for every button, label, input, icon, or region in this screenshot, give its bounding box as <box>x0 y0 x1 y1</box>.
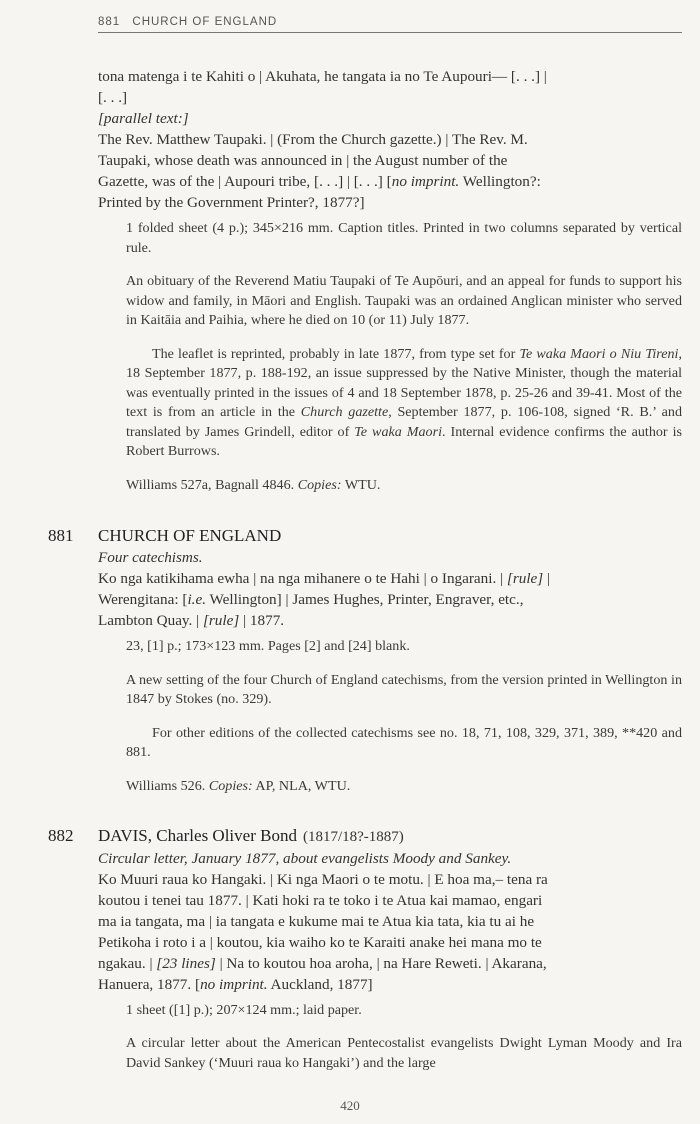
note: A circular letter about the American Pentecostalist evangelists Dwight Lyman Moody and Ira David Sankey (‘Muuri raua ko Hangaki’) and the large <box>126 1035 682 1071</box>
note: A new setting of the four Church of England catechisms, from the version printed in Wellington in 1847 by Stokes (no. 329). <box>126 671 682 708</box>
body-line: ma ia tangata, ma | ia tangata e kukume mai te Atua kia tata, kia tu ai he <box>98 912 535 930</box>
body-line: ngakau. | [23 lines] | Na to koutou hoa aroha, | na Hare Reweti. | Akarana, <box>98 954 547 972</box>
physical-description: 1 folded sheet (4 p.); 345×216 mm. Caption titles. Printed in two columns separated by vertical rule. <box>126 220 682 256</box>
entry-881 <box>48 525 682 796</box>
body-line: Petikoha i roto i a | koutou, kia waiho ko te Karaiti anake hei mana mo te <box>98 933 542 951</box>
physical-description: 23, [1] p.; 173×123 mm. Pages [2] and [24] blank. <box>126 638 410 655</box>
body-line: koutou i tenei tau 1877. | Kati hoki ra te toko i te Atua kai mamao, engari <box>98 891 543 909</box>
parallel-line: Taupaki, whose death was announced in | the August number of the <box>98 152 508 169</box>
body-line: Ko nga katikihama ewha | na nga mihanere o te Hahi | o Ingarani. | [rule] | <box>98 570 551 588</box>
title-line: [. . .] <box>98 89 128 106</box>
note: The leaflet is reprinted, probably in late 1877, from type set for Te waka Maori o Niu Tireni, 18 September 1877, p. 188-192, an issue suppressed by the Native Minister, though the material was eventually printed in the issues of 4 and 18 September 1878, p. 25-26 and 39-41. Most of the text is from an article in the Church gazette, September 1877, p. 106-108, signed ‘R. B.’ and translated by James Grindell, editor of Te waka Maori. Internal evidence confirms the author is Robert Burrows. <box>126 345 683 460</box>
continuation-entry <box>98 66 682 495</box>
references: Williams 527a, Bagnall 4846. Copies: WTU. <box>126 476 381 493</box>
body-line: Ko Muuri raua ko Hangaki. | Ki nga Maori o te motu. | E hoa ma,– tena ra <box>98 870 548 888</box>
parallel-line: Gazette, was of the | Aupouri tribe, [. . .] | [. . .] [no imprint. Wellington?: <box>98 173 541 190</box>
entry-title: Four catechisms. <box>98 549 203 567</box>
entry-dates: (1817/18?-1887) <box>302 828 404 845</box>
running-head-title: CHURCH OF ENGLAND <box>132 16 278 28</box>
body-line: Werengitana: [i.e. Wellington] | James Hughes, Printer, Engraver, etc., <box>98 591 524 609</box>
entry-number: 882 <box>48 825 74 845</box>
entry-heading: CHURCH OF ENGLAND <box>98 526 282 546</box>
entry-number: 881 <box>48 526 74 546</box>
references: Williams 526. Copies: AP, NLA, WTU. <box>126 778 351 795</box>
running-head <box>98 16 682 33</box>
page-number: 420 <box>340 1098 360 1113</box>
parallel-text-label: [parallel text:] <box>98 110 189 127</box>
note: For other editions of the collected catechisms see no. 18, 71, 108, 329, 371, 389, **420 and 881. <box>126 724 682 761</box>
body-line: Hanuera, 1877. [no imprint. Auckland, 1877] <box>98 975 373 993</box>
imprint-line: Printed by the Government Printer?, 1877?] <box>98 194 365 211</box>
entry-title: Circular letter, January 1877, about evangelists Moody and Sankey. <box>98 849 512 867</box>
running-head-number: 881 <box>98 16 121 28</box>
entry-heading: DAVIS, Charles Oliver Bond (1817/18?-1887) <box>98 825 404 845</box>
entry-882 <box>48 825 682 1074</box>
body-line: Lambton Quay. | [rule] | 1877. <box>98 612 285 630</box>
note: An obituary of the Reverend Matiu Taupaki of Te Aupōuri, and an appeal for funds to support his widow and family, in Māori and English. Taupaki was an ordained Anglican minister who served in Kaitāia and Paihia, where he died on 10 (or 11) July 1877. <box>126 273 682 329</box>
page-content <box>48 66 683 1087</box>
title-line: tona matenga i te Kahiti o | Akuhata, he tangata ia no Te Aupouri— [. . .] | <box>98 68 547 85</box>
physical-description: 1 sheet ([1] p.); 207×124 mm.; laid paper. <box>126 1001 362 1018</box>
parallel-line: The Rev. Matthew Taupaki. | (From the Church gazette.) | The Rev. M. <box>98 131 528 148</box>
